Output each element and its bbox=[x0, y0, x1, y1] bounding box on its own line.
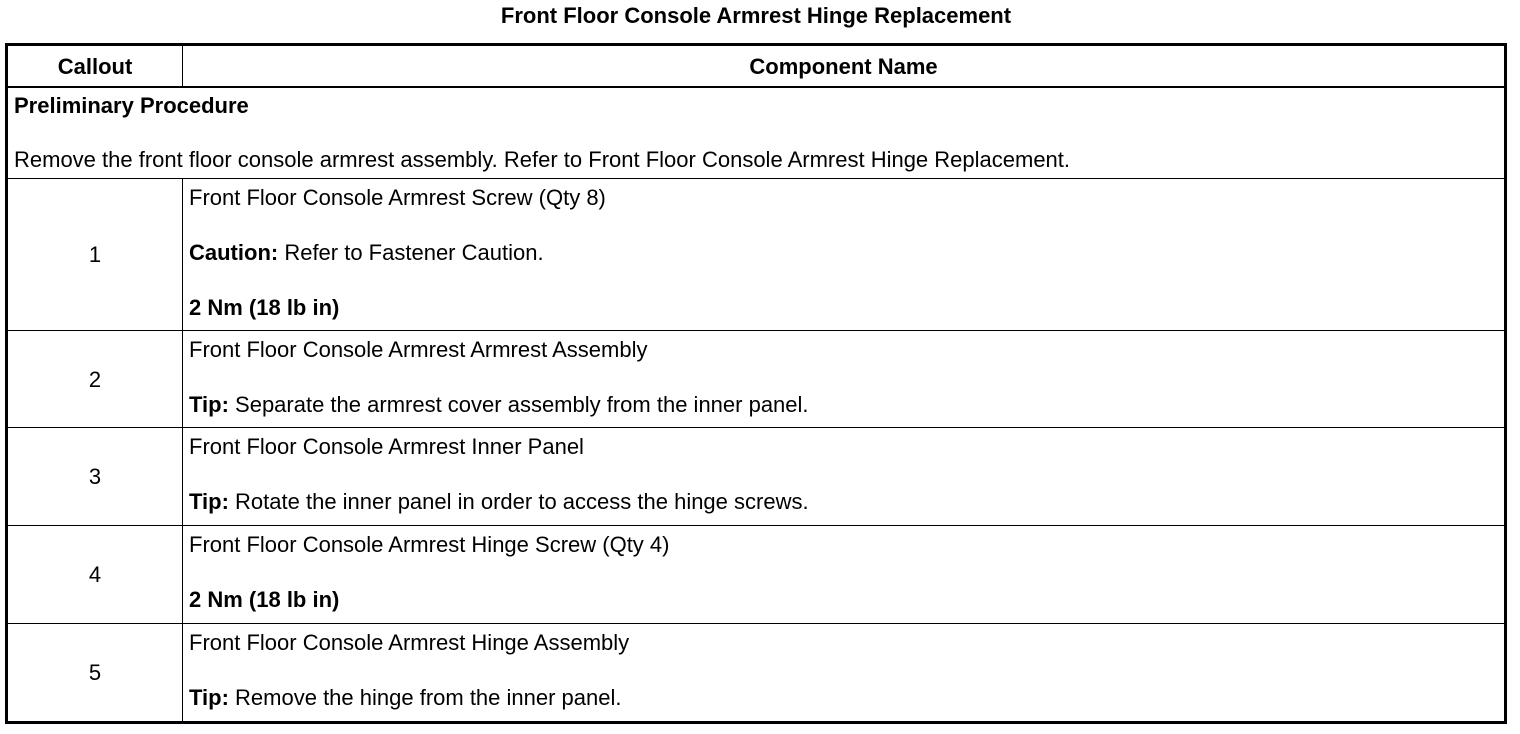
component-cell bbox=[183, 331, 1506, 428]
tip-label: Tip: bbox=[189, 392, 229, 417]
component-cell bbox=[183, 428, 1506, 526]
preliminary-procedure-row bbox=[7, 87, 1506, 179]
torque-spec: 2 Nm (18 lb in) bbox=[189, 295, 340, 320]
page-title: Front Floor Console Armrest Hinge Replacement bbox=[500, 3, 1012, 28]
preliminary-procedure-text: Remove the front floor console armrest assembly. Refer to Front Floor Console Armrest Hinge Replacement. bbox=[14, 147, 1071, 172]
table-row bbox=[7, 624, 1506, 723]
callout-number: 1 bbox=[7, 179, 183, 331]
callout-number: 2 bbox=[7, 331, 183, 428]
procedure-table bbox=[5, 43, 1507, 724]
table-row bbox=[7, 179, 1506, 331]
caution-note bbox=[189, 239, 1498, 266]
table-row bbox=[7, 331, 1506, 428]
tip-text: Remove the hinge from the inner panel. bbox=[228, 685, 622, 710]
component-cell bbox=[183, 179, 1506, 331]
table-header-row bbox=[7, 45, 1506, 88]
tip-note bbox=[189, 684, 1498, 711]
callout-number: 3 bbox=[7, 428, 183, 526]
tip-note bbox=[189, 488, 1498, 515]
tip-label: Tip: bbox=[189, 489, 229, 514]
caution-label: Caution: bbox=[189, 240, 279, 265]
component-name: Front Floor Console Armrest Hinge Assembly bbox=[189, 630, 630, 655]
component-name: Front Floor Console Armrest Armrest Assembly bbox=[189, 337, 648, 362]
tip-label: Tip: bbox=[189, 685, 229, 710]
tip-text: Separate the armrest cover assembly from the inner panel. bbox=[228, 392, 809, 417]
tip-note bbox=[189, 391, 1498, 418]
table-row bbox=[7, 526, 1506, 624]
preliminary-procedure-cell bbox=[7, 87, 1506, 179]
callout-number: 5 bbox=[7, 624, 183, 723]
component-cell bbox=[183, 624, 1506, 723]
component-name: Front Floor Console Armrest Hinge Screw (Qty 4) bbox=[189, 532, 670, 557]
preliminary-procedure-heading: Preliminary Procedure bbox=[14, 93, 249, 118]
caution-text: Refer to Fastener Caution. bbox=[278, 240, 544, 265]
tip-text: Rotate the inner panel in order to access the hinge screws. bbox=[228, 489, 809, 514]
callout-number: 4 bbox=[7, 526, 183, 624]
component-name-column-header: Component Name bbox=[183, 45, 1506, 88]
callout-column-header: Callout bbox=[7, 45, 183, 88]
torque-spec: 2 Nm (18 lb in) bbox=[189, 587, 340, 612]
component-cell bbox=[183, 526, 1506, 624]
component-name: Front Floor Console Armrest Inner Panel bbox=[189, 434, 584, 459]
component-name: Front Floor Console Armrest Screw (Qty 8) bbox=[189, 185, 606, 210]
table-row bbox=[7, 428, 1506, 526]
